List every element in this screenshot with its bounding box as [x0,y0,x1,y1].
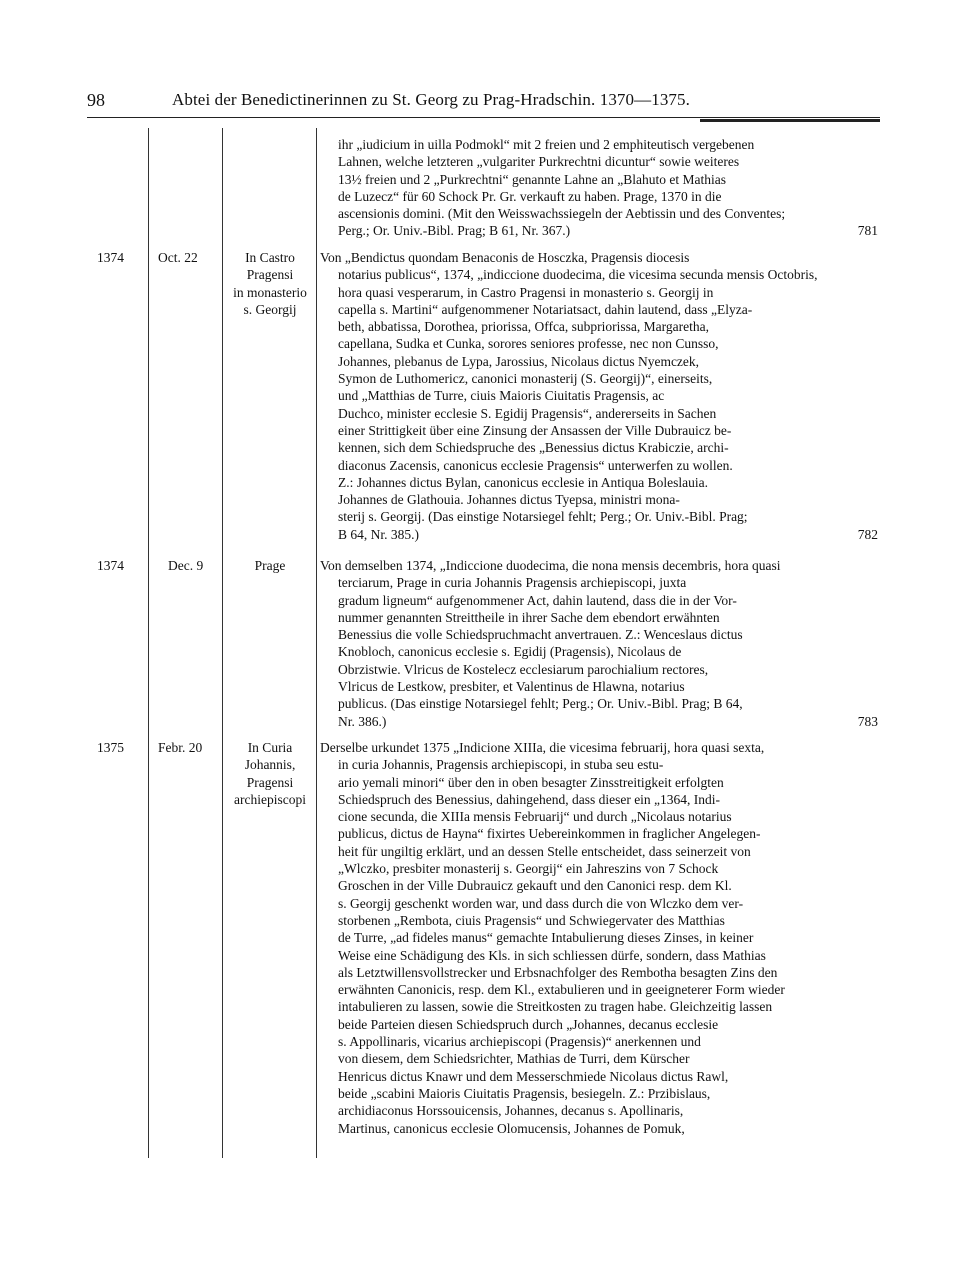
entry-783-text [320,557,878,730]
text-line: publicus. (Das einstige Notarsiegel fehlt; Perg.; Or. Univ.-Bibl. Prag; B 64, [338,696,743,712]
entry-784-text [320,739,878,1137]
text-line: und „Matthias de Turre, ciuis Maioris Ciuitatis Pragensis, ac [338,388,665,404]
entry-781-text [320,136,878,240]
text-line: beide Parteien diesen Schiedspruch durch „Johannes, decanus ecclesie [338,1016,719,1032]
text-line: diaconus Zacensis, canonicus ecclesie Pragensis“ unterwerfen zu wollen. [338,457,733,473]
entry-782-text [320,249,878,543]
entry-place [224,557,316,574]
text-line: gradum ligneum“ aufgenommener Act, dahin lautend, dass die in der Vor- [338,592,737,608]
text-line: heit für ungiltig erklärt, und an dessen Stelle entscheidet, dass seinerzeit von [338,843,751,859]
text-line: Perg.; Or. Univ.-Bibl. Prag; B 61, Nr. 367.) [338,223,571,239]
entry-place [224,739,316,808]
text-line: s. Appollinaris, vicarius archiepiscopi (Pragensis)“ anerkennen und [338,1034,701,1050]
place-line: Johannis, [244,757,296,773]
text-line: ihr „iudicium in uilla Podmokl“ mit 2 freien und 2 emphiteutisch vergebenen [338,137,755,152]
page-number: 98 [87,90,105,110]
entry-date: Oct. 22 [158,250,198,265]
text-line: Z.: Johannes dictus Bylan, canonicus ecclesie in Antiqua Boleslauia. [338,474,709,490]
text-line: capella s. Martini“ aufgenommener Notariatsact, dahin lautend, dass „Elyza- [338,301,753,317]
text-line: Johannes de Glathouia. Johannes dictus Tyepsa, ministri mona- [338,492,680,508]
text-line: storbenen „Rembota, ciuis Pragensis“ und Schwiegervater des Matthias [338,912,725,928]
text-line: terciarum, Prage in curia Johannis Pragensis archiepiscopi, juxta [338,575,687,591]
text-line: beth, abbatissa, Dorothea, priorissa, Offca, subpriorissa, Margaretha, [338,319,710,335]
running-head: Abtei der Benedictinerinnen zu St. Georg zu Prag-Hradschin. 1370—1375. [172,90,690,109]
text-line: kennen, sich dem Schiedspruche des „Benessius dictus Krabiczie, archi- [338,440,729,456]
text-line: sterij s. Georgij. (Das einstige Notarsiegel fehlt; Perg.; Or. Univ.-Bibl. Prag; [338,509,748,525]
text-line: Nr. 386.) [338,713,387,729]
text-line: publicus, dictus de Hayna“ fixirtes Uebereinkommen in fraglicher Angelegen- [338,826,761,842]
text-line: als Letztwillensvollstrecker und Erbsnachfolger des Rembotha besagten Zins den [338,964,778,980]
text-line: Duchco, minister ecclesie S. Egidij Pragensis“, andererseits in Sachen [338,405,717,421]
text-line: „Wlczko, presbiter monasterij s. Georgij“ ein Jahreszins von 7 Schock [338,861,719,877]
text-line: erwähnten Canonicis, resp. dem Kl., extabulieren und in geeigneterer Form wieder [338,982,785,998]
text-line: hora quasi vesperarum, in Castro Pragensi in monasterio s. Georgij in [338,284,714,300]
text-line: Vlricus de Lestkow, presbiter, et Valentinus de Hlawna, notarius [338,679,685,695]
text-line: nummer genannten Streittheile in ihrer Sache dem ebendort erwähnten [338,609,720,625]
text-line: de Luzecz“ für 60 Schock Pr. Gr. verkauft zu haben. Prage, 1370 in die [338,188,722,204]
place-line: Pragensi [246,774,294,790]
entry-number: 783 [857,714,878,729]
entry-number: 782 [857,527,878,542]
text-line: cione secunda, die XIIIa mensis Februarij“ und durch „Nicolaus notarius [338,809,732,825]
entry-date: Febr. 20 [158,740,203,755]
text-line: Groschen in der Ville Dubrauicz gekauft und den Canonici resp. dem Kl. [338,878,732,894]
entry-number: 781 [857,223,878,238]
text-line: beide „scabini Maioris Ciuitatis Pragensis, besiegeln. Z.: Przibislaus, [338,1085,711,1101]
text-line: ario yemali minori“ über den in oben besagter Zinsstreitigkeit erfolgten [338,774,724,790]
text-line: Derselbe urkundet 1375 „Indicione XIIIa, die vicesima februarij, hora quasi sexta, [320,740,765,755]
text-line: Knobloch, canonicus ecclesie s. Egidij (Pragensis), Nicolaus de [338,644,682,660]
entry-date: Dec. 9 [168,558,204,573]
place-line: Pragensi [246,267,294,283]
text-line: Von „Bendictus quondam Benaconis de Hosczka, Pragensis diocesis [320,250,690,265]
entry-year: 1374 [97,250,124,265]
text-line: Martinus, canonicus ecclesie Olomucensis, Johannes de Pomuk, [338,1120,685,1136]
header-rule [87,117,880,118]
text-line: Lahnen, welche letzteren „vulgariter Purkrechtni dicuntur“ sowie weiteres [338,154,740,170]
text-line: intabulieren zu lassen, sowie die Streitkosten zu tragen habe. Gleichzeitig lassen [338,999,773,1015]
text-line: Benessius die volle Schiedspruchmacht anvertrauen. Z.: Wenceslaus dictus [338,627,743,643]
text-line: Schiedspruch des Benessius, dahingehend, dass dieser ein „1364, Indi- [338,791,721,807]
column-rule-3 [316,128,317,1158]
text-line: in curia Johannis, Pragensis archiepiscopi, in stuba seu estu- [338,757,664,773]
column-rule-2 [222,128,223,1158]
text-line: Johannes, plebanus de Lypa, Jarossius, Nicolaus dictus Nyemczek, [338,353,700,369]
text-line: ascensionis domini. (Mit den Weisswachssiegeln der Aebtissin und des Conventes; [338,206,786,222]
text-line: s. Georgij geschenkt worden war, und dass durch die von Wlczko dem ver- [338,895,744,911]
text-line: Von demselben 1374, „Indiccione duodecima, die nona mensis decembris, hora quasi [320,558,781,573]
place-line: in monasterio [233,284,307,300]
text-line: capellana, Sudka et Cunka, sorores seniores professe, nec non Cunsso, [338,336,719,352]
place-line: archiepiscopi [234,791,306,807]
text-line: notarius publicus“, 1374, „indiccione duodecima, die vicesima secunda mensis Octobris, [338,267,818,283]
text-line: archidiaconus Horssouicensis, Johannes, decanus s. Apollinaris, [338,1103,684,1119]
text-line: 13½ freien und 2 „Purkrechtni“ genannte Lahne an „Blahuto et Mathias [338,171,726,187]
text-line: Weise eine Schädigung des Kls. in sich schliessen dürfe, sondern, dass Mathias [338,947,766,963]
place-line: Prage [254,558,286,573]
column-rule-1 [148,128,149,1158]
text-line: Henricus dictus Knawr und dem Messerschmiede Nicolaus dictus Rawl, [338,1068,729,1084]
entry-place [224,249,316,318]
text-line: Obrzistwie. Vlricus de Kostelecz ecclesiarum parochialium rectores, [338,661,709,677]
place-line: In Castro [245,250,295,265]
text-line: von diesem, dem Schiedsrichter, Mathias de Turri, dem Kürscher [338,1051,690,1067]
text-line: einer Strittigkeit über eine Zinsung der Ansassen der Ville Dubrauicz be- [338,422,732,438]
place-line: In Curia [247,740,293,755]
place-line: s. Georgij [243,301,297,317]
text-line: B 64, Nr. 385.) [338,526,419,542]
text-line: de Turre, „ad fideles manus“ gemachte Intabulierung dieses Zinses, in keiner [338,930,754,946]
header-rule-thick [700,119,880,122]
text-line: Symon de Luthomericz, canonici monasterij (S. Georgij)“, einerseits, [338,371,713,387]
entry-year: 1375 [97,740,124,755]
entry-year: 1374 [97,558,124,573]
